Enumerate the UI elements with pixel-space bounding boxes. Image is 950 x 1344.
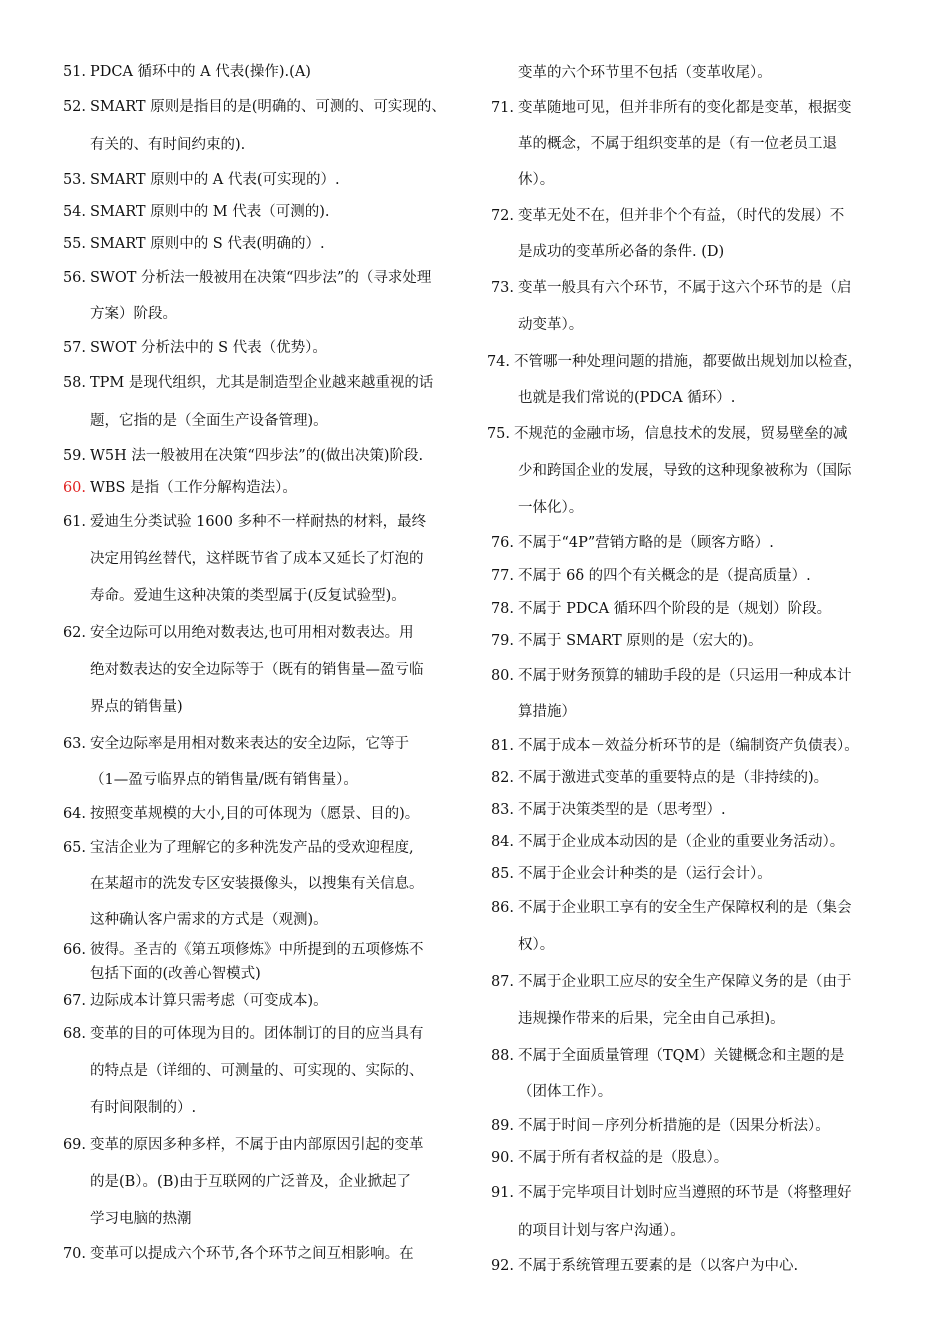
question-text-line: PDCA 循环中的 A 代表(操作).(A) (90, 64, 311, 80)
question-text-line: 休）。 (518, 172, 555, 188)
question-text-line: 方案）阶段。 (90, 306, 177, 322)
question-text-line: 不属于 PDCA 循环四个阶段的是（规划）阶段。 (518, 601, 832, 617)
question-text-line: 变革可以提成六个环节,各个环节之间互相影响。在 (90, 1246, 414, 1262)
question-item (478, 826, 910, 858)
question-number: 79. (490, 633, 514, 649)
question-item (478, 658, 910, 730)
question-number: 56. (62, 270, 86, 286)
question-item (478, 794, 910, 826)
question-number: 60. (62, 480, 86, 496)
question-item (50, 88, 468, 164)
question-item (478, 270, 910, 344)
question-text-line: 在某超市的洗发专区安装摄像头，以搜集有关信息。 (90, 876, 424, 892)
question-item (478, 90, 910, 198)
question-text-line: 安全边际可以用绝对数表达,也可用相对数表达。用 (90, 625, 414, 641)
question-item (478, 625, 910, 658)
question-text-line: 不属于企业会计种类的是（运行会计）。 (518, 866, 772, 882)
question-number: 86. (490, 900, 514, 916)
question-item (50, 472, 468, 504)
question-text-line: 变革的目的可体现为目的。团体制订的目的应当具有 (90, 1026, 424, 1042)
question-number: 69. (62, 1137, 86, 1153)
question-item (478, 593, 910, 625)
question-number: 83. (490, 802, 514, 818)
question-item (50, 1016, 468, 1127)
question-text-line: TPM 是现代组织，尤其是制造型企业越来越重视的话 (90, 375, 434, 391)
question-item (478, 1142, 910, 1174)
question-item (478, 527, 910, 559)
question-item (50, 986, 468, 1016)
question-text-line: 包括下面的(改善心智模式) (90, 966, 261, 982)
question-item (50, 726, 468, 798)
question-text-line: 不属于激进式变革的重要特点的是（非持续的)。 (518, 770, 829, 786)
question-number: 89. (490, 1118, 514, 1134)
question-text-line: 不属于系统管理五要素的是（以客户为中心. (518, 1258, 799, 1274)
question-number: 76. (490, 535, 514, 551)
question-text-line: 爱迪生分类试验 1600 多种不一样耐热的材料，最终 (90, 514, 427, 530)
question-text-line: 按照变革规模的大小,目的可体现为（愿景、目的)。 (90, 806, 420, 822)
question-item (50, 830, 468, 938)
question-text-line: 决定用钨丝替代，这样既节省了成本又延长了灯泡的 (90, 551, 424, 567)
question-item (478, 416, 910, 527)
question-text-line: 是成功的变革所必备的条件. (D) (518, 244, 725, 260)
question-text-line: 界点的销售量) (90, 699, 183, 715)
question-text-line: 安全边际率是用相对数来表达的安全边际，它等于 (90, 736, 409, 752)
question-text-line: 边际成本计算只需考虑（可变成本)。 (90, 993, 328, 1009)
question-text-line: 变革随地可见，但并非所有的变化都是变革，根据变 (518, 100, 852, 116)
question-text-line: SMART 原则中的 A 代表(可实现的）. (90, 172, 340, 188)
question-text-line: 学习电脑的热潮 (90, 1211, 192, 1227)
question-text-line: 不属于 6δ 的四个有关概念的是（提高质量）. (518, 568, 811, 584)
question-text-line: SMART 原则中的 S 代表(明确的）. (90, 236, 325, 252)
right-column (478, 56, 910, 1282)
question-text-line: 变革无处不在，但并非个个有益，（时代的发展）不 (518, 208, 845, 224)
left-column (50, 56, 468, 1270)
question-text-line: 不属于企业职工应尽的安全生产保障义务的是（由于 (518, 974, 852, 990)
question-number: 92. (490, 1258, 514, 1274)
question-number: 57. (62, 340, 86, 356)
question-text-line: 有关的、有时间约束的). (90, 137, 246, 153)
question-item (50, 260, 468, 332)
question-item (50, 364, 468, 440)
question-text-line: 权）。 (518, 937, 555, 953)
question-number: 81. (490, 738, 514, 754)
question-text-line: 革的概念，不属于组织变革的是（有一位老员工退 (518, 136, 837, 152)
question-number: 52. (62, 99, 86, 115)
question-text-line: 不规范的金融市场，信息技术的发展，贸易壁垒的减 (514, 426, 848, 442)
question-item (478, 198, 910, 270)
question-text-line: 绝对数表达的安全边际等于（既有的销售量—盈亏临 (90, 662, 424, 678)
question-number: 75. (486, 426, 510, 442)
question-text-line: 不属于“4P”营销方略的是（顾客方略）. (518, 535, 774, 551)
question-item (50, 798, 468, 830)
question-number: 72. (490, 208, 514, 224)
question-number: 70. (62, 1246, 86, 1262)
question-item (50, 164, 468, 196)
question-text-line: 变革的原因多种多样，不属于由内部原因引起的变革 (90, 1137, 424, 1153)
question-item (50, 1127, 468, 1238)
question-number: 55. (62, 236, 86, 252)
question-text-line: 不属于时间－序列分析措施的是（因果分析法）。 (518, 1118, 830, 1134)
question-number: 58. (62, 375, 86, 391)
question-text-line: 寿命。爱迪生这种决策的类型属于(反复试验型)。 (90, 588, 406, 604)
question-text-line: 不属于所有者权益的是（股息）。 (518, 1150, 729, 1166)
question-text-line: SWOT 分析法中的 S 代表（优势）。 (90, 340, 327, 356)
question-item (478, 56, 910, 90)
question-text-line: 不属于完毕项目计划时应当遵照的环节是（将整理好 (518, 1185, 852, 1201)
question-text-line: 一体化）。 (518, 500, 584, 516)
question-text-line: 算措施） (518, 704, 576, 720)
question-text-line: 有时间限制的）. (90, 1100, 197, 1116)
question-number: 59. (62, 448, 86, 464)
question-item (50, 228, 468, 260)
question-item (50, 1238, 468, 1270)
question-item (478, 1110, 910, 1142)
question-text-line: 的特点是（详细的、可测量的、可实现的、实际的、 (90, 1063, 424, 1079)
question-text-line: SWOT 分析法一般被用在决策“四步法”的（寻求处理 (90, 270, 432, 286)
question-text-line: 不属于财务预算的辅助手段的是（只运用一种成本计 (518, 668, 852, 684)
question-item (478, 964, 910, 1038)
question-number: 82. (490, 770, 514, 786)
question-text-line: WBS 是指（工作分解构造法）。 (90, 480, 297, 496)
question-number: 73. (490, 280, 514, 296)
question-text-line: 变革的六个环节里不包括（变革收尾）。 (518, 65, 772, 81)
question-text-line: （团体工作）。 (518, 1084, 613, 1100)
question-text-line: 不属于全面质量管理（TQM）关键概念和主题的是 (518, 1048, 845, 1064)
question-text-line: 不属于 SMART 原则的是（宏大的)。 (518, 633, 763, 649)
question-number: 64. (62, 806, 86, 822)
question-text-line: （1—盈亏临界点的销售量/既有销售量）。 (90, 772, 358, 788)
question-item (50, 196, 468, 228)
question-text-line: 不属于成本－效益分析环节的是（编制资产负债表）。 (518, 738, 859, 754)
question-number: 71. (490, 100, 514, 116)
question-text-line: 不属于决策类型的是（思考型）. (518, 802, 726, 818)
question-text-line: 不管哪一种处理问题的措施，都要做出规划加以检查， (514, 354, 862, 370)
question-number: 78. (490, 601, 514, 617)
question-number: 87. (490, 974, 514, 990)
question-text-line: 宝洁企业为了理解它的多种洗发产品的受欢迎程度, (90, 840, 414, 856)
question-item (478, 858, 910, 890)
question-text-line: 题，它指的是（全面生产设备管理)。 (90, 413, 328, 429)
question-text-line: 的项目计划与客户沟通）。 (518, 1223, 685, 1239)
question-number: 74. (486, 354, 510, 370)
question-text-line: W5H 法一般被用在决策“四步法”的(做出决策)阶段. (90, 448, 424, 464)
question-item (50, 332, 468, 364)
question-number: 62. (62, 625, 86, 641)
question-item (50, 938, 468, 986)
question-item (478, 1250, 910, 1282)
question-item (478, 890, 910, 964)
question-item (50, 504, 468, 615)
question-text-line: 这种确认客户需求的方式是（观测)。 (90, 912, 328, 928)
question-number: 54. (62, 204, 86, 220)
question-text-line: SMART 原则中的 M 代表（可测的). (90, 204, 330, 220)
question-item (50, 615, 468, 726)
question-number: 67. (62, 993, 86, 1009)
question-number: 51. (62, 64, 86, 80)
question-number: 63. (62, 736, 86, 752)
question-number: 90. (490, 1150, 514, 1166)
question-item (478, 1038, 910, 1110)
question-item (50, 440, 468, 472)
question-text-line: 不属于企业成本动因的是（企业的重要业务活动）。 (518, 834, 845, 850)
question-number: 84. (490, 834, 514, 850)
question-text-line: 也就是我们常说的(PDCA 循环）. (518, 390, 736, 406)
question-item (50, 56, 468, 88)
question-item (478, 762, 910, 794)
question-number: 91. (490, 1185, 514, 1201)
question-item (478, 730, 910, 762)
question-number: 85. (490, 866, 514, 882)
question-item (478, 1174, 910, 1250)
question-item (478, 559, 910, 593)
question-text-line: 少和跨国企业的发展，导致的这种现象被称为（国际 (518, 463, 852, 479)
question-text-line: SMART 原则是指目的是(明确的、可测的、可实现的、 (90, 99, 446, 115)
question-text-line: 彼得。圣吉的《第五项修炼》中所提到的五项修炼不 (90, 942, 424, 958)
question-number: 80. (490, 668, 514, 684)
question-number: 68. (62, 1026, 86, 1042)
question-number: 88. (490, 1048, 514, 1064)
question-number: 53. (62, 172, 86, 188)
question-text-line: 变革一般具有六个环节，不属于这六个环节的是（启 (518, 280, 852, 296)
question-text-line: 不属于企业职工享有的安全生产保障权利的是（集会 (518, 900, 852, 916)
question-number: 66. (62, 942, 86, 958)
question-number: 65. (62, 840, 86, 856)
question-text-line: 违规操作带来的后果，完全由自己承担)。 (518, 1011, 785, 1027)
question-text-line: 动变革）。 (518, 317, 584, 333)
question-text-line: 的是(B）。(B)由于互联网的广泛普及，企业掀起了 (90, 1174, 412, 1190)
question-item (478, 344, 910, 416)
question-number: 61. (62, 514, 86, 530)
question-number: 77. (490, 568, 514, 584)
